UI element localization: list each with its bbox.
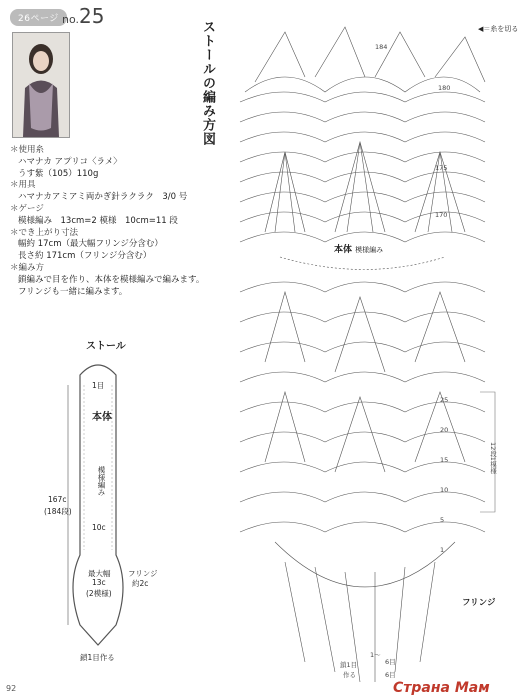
pattern-number-prefix: no. — [62, 13, 80, 26]
stole-fringe: フリンジ — [128, 569, 158, 578]
spec-heading-size: ＊でき上がり寸法 — [10, 227, 79, 238]
row-label: 20 — [440, 426, 449, 434]
row-label: 10 — [440, 486, 449, 494]
stole-max-label: 最大幅 — [88, 569, 111, 578]
crochet-chart — [225, 22, 500, 687]
stole-pattern: 模様編み — [97, 466, 106, 496]
spec-size-line: 長さ約 171cm（フリンジ分含む） — [18, 251, 152, 262]
pattern-number-value: 25 — [79, 4, 105, 28]
spec-heading-tools: ＊用具 — [10, 180, 36, 191]
spec-gauge-line: 模様編み 13cm=2 模様 10cm=11 段 — [18, 215, 178, 226]
cut-yarn-icon: ◀ — [478, 25, 484, 33]
spec-size-line: 幅約 17cm（最大幅フリンジ分含む） — [18, 239, 163, 250]
row-label: 25 — [440, 396, 449, 404]
stole-fringe-length: 約2c — [132, 579, 149, 588]
model-photo — [12, 32, 70, 138]
start-label: 作る — [343, 671, 356, 679]
chart-fringe-label: フリンジ — [462, 598, 496, 608]
page-number: 92 — [6, 684, 17, 693]
stole-length: 167c — [48, 495, 67, 504]
row-label: 180 — [438, 84, 451, 92]
stole-max-note: (2模様) — [86, 589, 112, 598]
spec-heading-gauge: ＊ゲージ — [10, 203, 44, 214]
row-label: 184 — [375, 43, 388, 51]
spec-method-line: 鎖編みで目を作り、本体を模様編みで編みます。 — [18, 274, 205, 285]
spec-yarn-line: うす紫（105）110g — [18, 168, 99, 179]
stole-rows: (184段) — [44, 507, 72, 516]
row-label: 170 — [435, 211, 448, 219]
start-label: 1〜 — [370, 651, 381, 659]
chart-pattern-text: 模様編み — [355, 246, 384, 254]
start-label: 鎖1目 — [340, 661, 358, 669]
row-label: 15 — [440, 456, 449, 464]
stole-start: 鎖1目作る — [80, 653, 115, 662]
stole-body: 本体 — [92, 412, 112, 423]
spec-yarn-line: ハマナカ アプリコ〈ラメ〉 — [18, 156, 122, 167]
chart-title: ストールの編み方図 — [200, 20, 215, 146]
repeat-label: 12段1模様 — [489, 442, 497, 474]
page-reference-badge: 26ページ — [10, 9, 67, 26]
row-label: 175 — [435, 164, 448, 172]
spec-tools-line: ハマナカアミアミ両かぎ針ラクラク 3/0 号 — [18, 192, 188, 203]
chart-body-text: 本体 — [334, 245, 353, 255]
row-label: 1 — [440, 546, 445, 554]
start-label: 6目 — [385, 658, 396, 666]
spec-heading-method: ＊編み方 — [10, 262, 45, 273]
materials-spec — [10, 145, 220, 298]
spec-method-line: フリンジも一緒に編みます。 — [18, 286, 128, 297]
stole-width: 10c — [92, 523, 106, 532]
watermark: Страна Мам — [393, 680, 490, 696]
stole-schematic — [60, 355, 150, 650]
row-label: 5 — [440, 516, 445, 524]
spec-heading-yarn: ＊使用糸 — [10, 145, 45, 155]
stole-row1: 1目 — [92, 381, 105, 390]
legend-text: ＝糸を切る — [483, 25, 519, 33]
start-label: 6目 — [385, 671, 396, 679]
chart-body-label — [334, 242, 383, 255]
stole-title: ストール — [86, 341, 126, 352]
pattern-number — [62, 4, 104, 28]
stole-max-value: 13c — [92, 578, 106, 587]
